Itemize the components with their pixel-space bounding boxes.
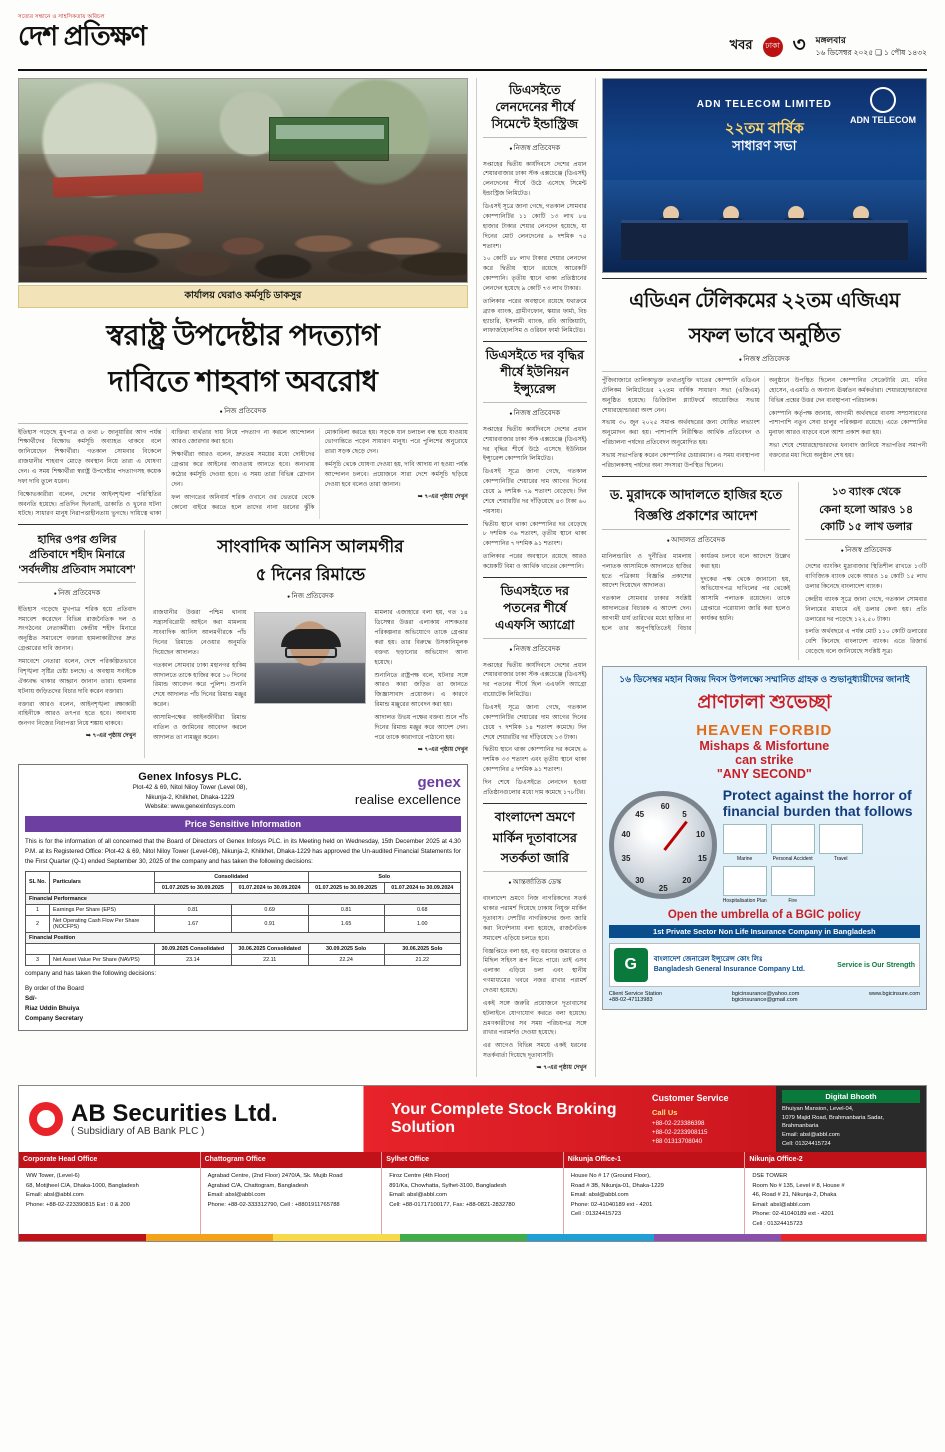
story-headline: ডিএসইতে দর বৃদ্ধির শীর্ষে ইউনিয়ন ইন্স্যুরেন্স [485,348,584,396]
story-dollar-purchase [798,482,927,660]
cell-no: 1 [26,904,50,915]
divider [483,638,587,639]
masthead-tagline: সত্যের সন্ধানে ও সাহসিকতায় অবিচল [18,14,105,20]
divider [602,476,927,477]
story-paragraph: ইতিহাস গড়েছে মুখপাত্র শরিক হয়ে প্রতিবাদ সমাবেশ করেছেন বিভিন্ন রাজনৈতিক দল ও সংগঠনের নেতাকর্মীরা। কেন্দ্রীয় শহীদ মিনারে অনুষ্ঠিত সমাবেশে বক্তারা হামলাকারীদের দ্রুত গ্রেপ্তারের দাবি জানান। [18,605,136,653]
photo-caption: কার্যালয় ঘেরাও কর্মসূচি ডাকসুর [18,285,468,308]
office-line: WW Tower, (Level-6) [26,1173,80,1180]
story-paragraph: দ্বিতীয় স্থানে থাকা কোম্পানির দর কমেছে ৬ দশমিক ৩৩ শতাংশ এবং তৃতীয় স্থানে থাকা কোম্পানির ৫ দশমিক ৯১ শতাংশ। [482,746,587,774]
story-body [18,605,136,742]
bgic-greeting-bn: প্রাণঢালা শুভেচ্ছা [697,691,832,713]
office-sylhet [382,1152,564,1234]
digital-booth-line: Bhuiyan Mansion, Level-04, [782,1106,854,1113]
digital-booth-title: Digital Bhooth [782,1090,920,1103]
clock-number: 5 [682,810,687,820]
story-paragraph: কেন্দ্রীয় ব্যাংক সূত্রে জানা গেছে, গতকাল সোমবার নিলামের মাধ্যমে এই ডলার কেনা হয়। প্রতি ডলারের দর পড়েছে ১২২.৫০ টাকা। [805,595,927,623]
clock-number: 25 [658,884,668,894]
office-line: Agrabad Centre, (2nd Floor) 2470/A, Sk. Mujib Road [207,1173,343,1180]
cell-value: 0.69 [231,904,308,915]
color-strip [19,1234,926,1241]
page-grid [18,78,927,1077]
office-title: Sylhet Office [382,1152,563,1168]
story-paragraph: গতকাল সোমবার ঢাকা মহানগর হাকিম আদালতে তাকে হাজির করে ১০ দিনের রিমান্ড আবেদন করে পুলিশ। শুনানি শেষে আদালত পাঁচ দিনের রিমান্ড মঞ্জুর করেন। [153,661,247,709]
adn-desk [621,220,908,260]
story-body-left [153,608,246,758]
office-line: 46, Road # 21, Nikunja-2, Dhaka [752,1192,837,1199]
ab-brand [19,1096,379,1143]
divider [18,423,468,424]
masthead-title: দেশ প্রতিক্ষণ [18,21,146,51]
genex-logo-text: genex [417,773,461,791]
cell-value: 1.65 [308,915,384,932]
story-headline-line3: কোটি ১৫ লাখ ডলার [820,521,913,534]
column-right [595,78,927,1077]
clock-number: 15 [697,854,707,864]
table-row [26,904,461,915]
call-us-label: Call Us [652,1108,678,1118]
section-label: Financial Performance [26,893,461,904]
story-dse-gainer [483,347,587,572]
story-headline-line2: মার্কিন দূতাবাসের [492,830,577,845]
icon-label: Fire [788,898,797,905]
story-paragraph: গতকাল সোমবার ঢাকার সংশ্লিষ্ট আদালতের বিচারক এ আদেশ দেন। আগামী ধার্য তারিখের মধ্যে হাজির না হলে তার অনুপস্থিতিতেই বিচার কার্যক্রম চলবে বলে আদেশে উল্লেখ করা হয়। [601,552,791,632]
office-email[interactable]: Email: absl@abbl.com [389,1192,447,1199]
office-email[interactable]: Email: absl@abbl.com [752,1201,811,1208]
adn-story-headline-line1: এডিএন টেলিকমের ২২তম এজিএম [629,290,900,312]
signature-line: By order of the Board [25,984,84,992]
office-line: Agrabad C/A, Chattogram, Bangladesh [207,1182,309,1189]
story-body [483,425,587,572]
clock-hand [663,821,688,851]
clock-number: 45 [635,810,645,820]
customer-service-phone[interactable]: +88 01313708040 [652,1138,703,1146]
icon-label: Personal Accident [772,856,813,863]
office-email[interactable]: Email: absl@abbl.com [26,1192,84,1199]
office-title: Corporate Head Office [19,1152,200,1168]
hospital-icon [723,866,767,904]
ab-logo-icon [29,1102,63,1136]
ab-offices [19,1152,926,1234]
genex-website[interactable]: Website: www.genexinfosys.com [144,802,235,810]
story-paragraph: বিজ্ঞপ্তিতে বলা হয়, বড় ধরনের জমায়েত ও মিছিল সহিংস রূপ নিতে পারে। তাই এসব এলাকা এড়িয়ে চলা এবং স্থানীয় গণমাধ্যমের খবরে নজর রাখার পরামর্শ দেওয়া হয়েছে। [482,947,587,995]
ab-customer-service [646,1088,776,1151]
story-byline: ● আদালত প্রতিবেদক [602,534,791,546]
section-label: Financial Position [26,932,461,943]
story-dse-turnover [483,82,587,336]
divider [18,582,136,583]
adn-logo-text: ADN TELECOM [849,115,916,125]
bgic-logo-mark: G [614,948,648,982]
story-paragraph: তালিকার পরের অবস্থানে রয়েছে যথাক্রমে ব্র্যাক ব্যাংক, গ্রামীণফোন, স্কয়ার ফার্মা, বিচ হ্যাচারি, ইসলামী ব্যাংক, রবি আজিয়াটা, লাফার্জহোলসিম ও ওরিয়ন ফার্মা লিমিটেড। [482,297,587,335]
office-phone[interactable]: Phone: +88-02-223390815 Ext : 0 & 200 [26,1201,130,1208]
adn-story-byline: ● নিজস্ব প্রতিবেদক [602,353,927,365]
story-body [483,661,587,798]
signature-line: Sd/- [25,994,37,1002]
bgic-email[interactable]: bgicinsurance@yahoo.com [731,991,800,998]
clock-number: 60 [660,802,670,812]
bgic-icon-row [723,866,920,904]
masthead [18,14,927,71]
clock-number: 20 [682,876,692,886]
story-byline: ● নিজস্ব প্রতিবেদক [483,643,587,655]
story-paragraph: দুদকের পক্ষ থেকে জানানো হয়, অভিযোগপত্র দাখিলের পর থেকেই আসামি পলাতক রয়েছেন। তাকে গ্রেপ্তারে পরোয়ানা জারি করা হলেও কার্যকর হয়নি। [700,575,791,622]
clock-number: 35 [621,854,631,864]
story-headline-line3: সতর্কতা জারি [500,851,569,866]
lead-headline-line2: দাবিতে শাহবাগ অবরোধ [108,366,378,399]
page-number: ৩ [792,34,806,56]
bgic-heaven-forbid: HEAVEN FORBID [696,721,833,739]
story-paragraph: সপ্তাহের দ্বিতীয় কার্যদিবসে দেশের প্রধান শেয়ারবাজার ঢাকা স্টক এক্সচেঞ্জে (ডিএসই) দর পতনের শীর্ষে ছিল এএফসি অ্যাগ্রো বায়োটেক লিমিটেড। [482,661,587,699]
col-solo: Solo [308,871,460,882]
bgic-company-bn: বাংলাদেশ জেনারেল ইন্স্যুরেন্স কোং লিঃ [653,955,763,963]
travel-icon [819,824,863,862]
col-period: 30.09.2025 Solo [308,943,384,954]
office-phone[interactable]: Phone: 02-41040189 ext - 4201 [752,1211,834,1218]
divider [483,577,587,578]
bgic-icon-row [723,824,920,862]
office-nikunja-1 [564,1152,746,1234]
genex-signature [25,984,461,1024]
story-shahid-minar [18,530,136,758]
office-nikunja-2 [745,1152,926,1234]
lead-paragraph: ফল আগতের অনিবার্য শরিক ওখানে ওর ভেতরে থেকে কোনো বাইরে করতে হলে তাদের নানা ধরনের ঝুঁকি মোকাবিলা করতে হয়। সড়কে যান চলাচল বন্ধ হয়ে যাওয়ায় ভোগান্তিতে পড়েন সাধারণ মানুষ। পরে পুলিশের অনুরোধে তারা সড়ক ছেড়ে দেন। [171,428,468,511]
story-paragraph: সপ্তাহের দ্বিতীয় কার্যদিবসে দেশের প্রধান শেয়ারবাজার ঢাকা স্টক এক্সচেঞ্জে (ডিএসই) দর বৃদ্ধির শীর্ষে উঠে এসেছে ইউনিয়ন ইন্স্যুরেন্স কোম্পানি লিমিটেড। [482,425,587,463]
story-continue[interactable]: ➥ ৭-এর পৃষ্ঠায় দেখুন [85,733,136,740]
office-title: Nikunja Office-1 [564,1152,745,1168]
office-line: House No # 17 (Ground Floor), [570,1173,651,1180]
column-left [18,78,468,1077]
cell-no: 2 [26,915,50,932]
office-line: 68, Motijheel C/A, Dhaka-1000, Bangladesh [26,1182,139,1189]
financial-table [25,871,461,966]
bgic-line3: "ANY SECOND" [716,766,812,781]
divider [483,341,587,342]
price-sensitive-information-body: This is for the information of all concerned that the Board of Directors of Genex Infosys PLC. in its Meeting held on Wednesday, 15th December 2025 at 4.30 P.M. at its Registered Office: Plot-42 & 69, Nitol Niloy Tower (Level-08), Nikunja-2, Khilkhet, Dhaka-1229 has approved the Un-audited Financial Statements for the First Quarter (Q-1) ended September 30, 2025 of the company and has taken the following decisions: [25,838,461,866]
office-line: Room No # 135, Level # 8, House # [752,1182,845,1189]
divider [602,371,927,372]
portrait-hair [281,629,341,647]
office-phone[interactable]: Cell: +88-01717100177, Fax: +88-0821-2832780 [389,1201,515,1208]
office-line: DSE TOWER [752,1173,788,1180]
story-headline-line2: ৫ দিনের রিমান্ডে [255,565,366,585]
cell-value: 1.00 [384,915,460,932]
genex-address-line: Nikunja-2, Khilkhet, Dhaka-1229 [145,793,235,801]
signature-name: Riaz Uddin Bhuiya [25,1004,80,1012]
lead-paragraph: বিক্ষোভকারীরা বলেন, দেশের আইনশৃঙ্খলা পরিস্থিতির অবনতি হয়েছে। প্রতিদিন ছিনতাই, ডাকাতি ও খুনের ঘটনা ঘটছে। সাধারণ মানুষ নিরাপত্তাহীনতায় ভুগছে। দায়িত্বে থাকা ব্যক্তিরা ব্যর্থতার দায় নিয়ে পদত্যাগ না করলে আন্দোলন আরও জোরদার করা হবে। [18,428,315,518]
ab-securities-advertisement [18,1085,927,1243]
story-body [602,552,791,634]
lead-headline-line1: স্বরাষ্ট্র উপদেষ্টার পদত্যাগ [106,320,380,352]
story-paragraph: দ্বিতীয় স্থানে থাকা কোম্পানির দর বেড়েছে ৮ দশমিক ৩৬ শতাংশ, তৃতীয় স্থানে থাকা কোম্পানির ৭ দশমিক ৯১ শতাংশ। [482,520,587,548]
story-court-notice [602,482,791,660]
lead-paragraph: ইতিহাস গড়েছে মুখপাত্র ও তথা ৮ জানুয়ারির আগ পর্যন্ত শিক্ষার্থীদের বিক্ষোভ কর্মসূচি অব্যাহত থাকবে বলে জানিয়েছেন শিক্ষার্থীরা। গতকাল সোমবার বিকেলে রাজধানীর শাহবাগ মোড়ে অবস্থান নিয়ে তারা এ ঘোষণা দেন। এ সময় শিক্ষার্থীরা স্বরাষ্ট্র উপদেষ্টার পদত্যাগসহ কয়েক দফা দাবি তুলে ধরেন। [18,428,162,485]
office-corporate-head [19,1152,201,1234]
digital-booth-line: 1079 Majid Road, Brahmanbaria Sadar, [782,1114,884,1121]
table-section-row [26,893,461,904]
story-paragraph: এর আগেও বিভিন্ন সময়ে একই ধরনের সতর্কবার্তা দিয়েছে দূতাবাসটি। [482,1042,587,1060]
col-period: 01.07.2024 to 30.09.2024 [231,882,308,893]
table-subheader-row [26,943,461,954]
cell-no: 3 [26,954,50,965]
ab-company-name: AB Securities Ltd. [71,1099,278,1127]
clock-number: 10 [696,830,705,840]
story-paragraph: দেশের ব্যাংকিং মুদ্রাবাজার স্থিতিশীল রাখতে ১৩টি বাণিজ্যিক ব্যাংক থেকে আরও ১৪ কোটি ১৫ লাখ ডলার কিনেছে বাংলাদেশ ব্যাংক। [805,563,927,590]
cell-value: 22.11 [231,954,308,965]
genex-company-name: Genex Infosys PLC. [138,771,242,784]
story-dse-loser [483,583,587,798]
story-paragraph: ডিএসই সূত্রে জানা গেছে, গতকাল কোম্পানিটির শেয়ারের দাম আগের দিনের চেয়ে ৯ দশমিক ৭৯ শতাংশ বেড়েছে। দিন শেষে শেয়ারটির দর দাঁড়িয়েছে ৪৩ টাকা ৬০ পয়সায়। [482,468,587,515]
cell-particular: Earnings Per Share (EPS) [50,904,155,915]
masthead-left [18,14,348,50]
table-row [26,954,461,965]
divider [483,803,587,804]
story-body [483,894,587,1073]
bgic-contact-row [609,991,920,1003]
icon-label: Marine [737,856,753,863]
story-byline: ● নিজস্ব প্রতিবেদক [805,544,927,556]
bgic-umbrella-line: Open the umbrella of a BGIC policy [667,909,861,922]
cell-value: 23.14 [155,954,232,965]
bgic-service-slogan: Service is Our Strength [837,961,915,969]
story-headline-line2: কেনা হলো আরও ১৪ [819,503,914,516]
bgic-tagline: 1st Private Sector Non Life Insurance Company in Bangladesh [609,925,920,938]
story-headline: হাদির ওপর গুলির প্রতিবাদে শহীদ মিনারে ‘সর্বদলীয় প্রতিবাদ সমাবেশ’ [18,534,136,576]
story-headline: ডিএসইতে দর পতনের শীর্ষে এএফসি অ্যাগ্রো [495,583,575,632]
adn-telecom-advertisement [602,78,927,273]
office-phone[interactable]: Phone: +88-02-333312790, Cell : +8801911765788 [207,1201,340,1208]
bgic-line1: Mishaps & Misfortune [699,738,830,753]
masthead-day: মঙ্গলবার [815,35,846,45]
story-portrait-col [254,608,366,758]
story-headline-line1: বাংলাদেশ ভ্রমণে [494,809,575,824]
divider [483,402,587,403]
story-paragraph: বাংলাদেশ ভ্রমণে নিজ নাগরিকদের সতর্ক থাকার পরামর্শ দিয়েছে ঢাকায় নিযুক্ত মার্কিন দূতাবাস। দেশটির নাগরিকদের জন্য জারি করা নির্দেশনায় বলা হয়েছে, রাজনৈতিক সমাবেশ এড়িয়ে চলতে হবে। [482,895,587,942]
story-anis-alamgir [144,530,468,758]
lead-continue[interactable]: ➥ ৭-এর পৃষ্ঠায় দেখুন [417,493,468,500]
story-paragraph: সভায় সভাপতিত্ব করেন কোম্পানির চেয়ারম্যান। এ সময় ব্যবস্থাপনা পরিচালকসহ পর্ষদের অন্য সদস্যরা উপস্থিত ছিলেন। [601,452,760,469]
bgic-email[interactable]: bgicinsurance@gmail.com [731,997,798,1004]
icon-label: Hospitalisation Plan [722,898,767,905]
digital-booth-email[interactable]: Email: absl@abbl.com [782,1132,840,1139]
story-paragraph: একই সঙ্গে জরুরি প্রয়োজনে দূতাবাসের হটলাইনে যোগাযোগ করতে বলা হয়েছে। ভ্রমণকারীদের সব সময় পরিচয়পত্র সঙ্গে রাখার পরামর্শও দেওয়া হয়েছে। [482,999,587,1037]
ab-digital-booth [776,1086,926,1153]
story-paragraph: তালিকার পরের অবস্থানে রয়েছে আরও কয়েকটি বিমা ও আর্থিক খাতের কোম্পানি। [482,553,587,571]
digital-booth-cell[interactable]: Cell: 01324415724 [782,1140,831,1147]
cell-value: 0.91 [231,915,308,932]
story-body [805,562,927,657]
price-sensitive-information-title: Price Sensitive Information [25,816,461,832]
bgic-advertisement [602,666,927,1010]
story-paragraph: সভায় ৩০ জুন ২০২৫ সমাপ্ত অর্থবছরের জন্য ঘোষিত লভ্যাংশ অনুমোদন করা হয়। পাশাপাশি নিরীক্ষিত আর্থিক প্রতিবেদন ও পরিচালনা পর্ষদের প্রতিবেদন অনুমোদিত হয়। [601,419,760,447]
col-period: 01.07.2025 to 30.09.2025 [155,882,232,893]
masthead-section: খবর [729,37,753,52]
office-email[interactable]: Email: absl@abbl.com [207,1192,266,1199]
story-headline-line2: বিজ্ঞপ্তি প্রকাশের আদেশ [634,508,758,524]
genex-header [25,771,461,811]
story-paragraph: দিন শেষে ডিএসইতে লেনদেন হওয়া প্রতিষ্ঠানগুলোর মধ্যে দাম কমেছে ১৭৮টির। [482,778,587,796]
lead-byline: ● নিজ প্রতিবেদক [18,405,468,417]
cell-value: 0.68 [384,904,460,915]
office-line: Road # 3B, Nikunja-01, Dhaka-1229 [570,1182,664,1189]
story-paragraph: সভা শেষে শেয়ারহোল্ডারদের ধন্যবাদ জানিয়ে সভাপতির সমাপনী বক্তব্যের মধ্য দিয়ে অনুষ্ঠান শেষ হয়। [768,442,927,460]
office-line: Firoz Centre (4th Floor) [389,1173,450,1180]
cell-value: 21.22 [384,954,460,965]
bgic-greeting-line: ১৬ ডিসেম্বর মহান বিজয় দিবস উপলক্ষ্যে সম্মানিত গ্রাহক ও শুভানুধ্যায়ীদের জানাই [619,674,910,684]
cell-value: 0.81 [155,904,232,915]
ab-subsidiary-note: ( Subsidiary of AB Bank PLC ) [71,1125,205,1137]
left-lower-stories [18,530,468,758]
avatar [254,612,366,704]
story-paragraph: চলতি অর্থবছরে এ পর্যন্ত মোট ১১০ কোটি ডলারের বেশি কিনেছে বাংলাদেশ ব্যাংক। এতে রিজার্ভ বেড়েছে বলে জানিয়েছে সংশ্লিষ্ট সূত্র। [805,628,927,656]
divider [483,137,587,138]
col-period: 30.09.2025 Consolidated [155,943,232,954]
lead-body [18,428,468,520]
story-us-embassy [483,809,587,1074]
col-consolidated: Consolidated [155,871,309,882]
clock-number: 40 [621,830,631,840]
story-byline: ● নিজস্ব প্রতিবেদক [483,407,587,419]
cell-value: 1.67 [155,915,232,932]
story-body [483,160,587,337]
photo-crowd [19,154,467,282]
cell-particular: Net Asset Value Per Share (NAVPS) [50,954,155,965]
customer-service-title: Customer Service [652,1092,729,1103]
office-cell[interactable]: Cell : 01324415723 [570,1211,622,1218]
cell-value: 0.81 [308,904,384,915]
column-middle [476,78,587,1077]
office-cell[interactable]: Cell : 01324415723 [752,1220,803,1227]
bgic-phone[interactable]: +88-02-47113983 [608,997,653,1004]
office-email[interactable]: Email: absl@abbl.com [570,1192,629,1199]
story-byline: ● নিজ প্রতিবেদক [18,587,136,599]
adn-ad-line3: সাধারণ সভা [732,138,797,153]
marine-icon [723,824,767,862]
story-headline-line1: সাংবাদিক আনিস আলমগীর [217,537,404,557]
story-paragraph: ১০ কোটি ৪৮ লাখ টাকার শেয়ার লেনদেন করে দ্বিতীয় স্থানে রয়েছে আরেকটি কোম্পানি। তৃতীয় স্থানে থাকা প্রতিষ্ঠানের লেনদেন হয়েছে ৯ কোটি ৭৩ লাখ টাকার। [482,255,587,292]
cell-value: 22.24 [308,954,384,965]
office-title: Chattogram Office [201,1152,382,1168]
story-paragraph: ডিএসই সূত্রে জানা গেছে, গতকাল সোমবার কোম্পানিটির ১১ কোটি ১৩ লাখ ৮৪ হাজার টাকার শেয়ার লেনদেন হয়েছে, যা দিনের মোট লেনদেনের ৬ দশমিক ৭৫ শতাংশ। [482,203,587,250]
story-paragraph: রাজধানীর উত্তরা পশ্চিম থানায় সন্ত্রাসবিরোধী আইনে করা মামলায় সাংবাদিক আনিস আলমগীরকে পাঁচ দিনের রিমান্ডে নেওয়ার অনুমতি দিয়েছেন আদালত। [153,609,247,656]
genex-closing-text: company and has taken the following decisions: [25,969,157,977]
clock-number: 30 [635,876,645,886]
bgic-line2: can strike [735,752,794,767]
table-header-row [26,871,461,882]
story-byline: ● নিজ প্রতিবেদক [153,590,468,602]
story-paragraph: সপ্তাহের দ্বিতীয় কার্যদিবসে দেশের প্রধান শেয়ারবাজার ঢাকা স্টক এক্সচেঞ্জে (ডিএসই) লেনদেনের শীর্ষে উঠে এসেছে সিমেন্ট ইন্ডাস্ট্রিজ লিমিটেড। [482,160,587,198]
col-sl-no: SL No. [26,871,50,893]
story-body-right [374,608,467,758]
story-headline: ডিএসইতে লেনদেনের শীর্ষে সিমেন্টে ইন্ডাস্ট্রিজ [491,83,579,131]
genex-logo [355,774,461,809]
story-paragraph: পুঁজিবাজারে তালিকাভুক্ত তথ্যপ্রযুক্তি খাতের কোম্পানি এডিএন টেলিকম লিমিটেডের ২২তম বার্ষিক সাধারণ সভা (এজিএম) অনুষ্ঠিত হয়েছে। ডিজিটাল প্ল্যাটফর্মে আয়োজিত সভায় শেয়ারহোল্ডাররা অংশ নেন। [601,377,760,414]
story-byline: ● নিজস্ব প্রতিবেদক [483,142,587,154]
bgic-footer [609,943,920,987]
story-continue[interactable]: ➥ ৭-এর পৃষ্ঠায় দেখুন [417,746,468,753]
story-byline: ● আন্তর্জাতিক ডেস্ক [483,876,587,888]
col-period: 30.06.2025 Solo [384,943,460,954]
accident-icon [771,824,815,862]
col-period: 01.07.2025 to 30.09.2025 [308,882,384,893]
digital-booth-line: Brahmanbaria [782,1123,819,1130]
bgic-website[interactable]: www.bgicinsure.com [868,991,920,998]
story-continue[interactable]: ➥ ৭-এর পৃষ্ঠায় দেখুন [536,1065,587,1072]
bgic-middle [609,787,920,905]
cell-particular: Net Operating Cash Flow Per Share (NOCFPS) [50,915,155,932]
bgic-protect-text: Protect against the horror of financial burden that follows [722,786,913,820]
bgic-client-service-label: Client Service Station [608,991,663,998]
story-paragraph: কোম্পানি কর্তৃপক্ষ জানায়, আগামী অর্থবছরে ব্যবসা সম্প্রসারণের পাশাপাশি নতুন সেবা চালুর পরিকল্পনা রয়েছে। এতে কোম্পানির মুনাফা আরও বাড়বে বলে আশা প্রকাশ করা হয়। [768,409,927,437]
story-paragraph: আসামিপক্ষের আইনজীবীরা রিমান্ড বাতিল ও জামিনের আবেদন করলে আদালত তা নামঞ্জুর করেন। [153,714,247,741]
customer-service-phone[interactable]: +88-02-2233908115 [652,1128,708,1136]
divider [483,871,587,872]
adn-ad-line1: ADN TELECOM LIMITED [696,99,832,110]
story-paragraph: সমাবেশে নেতারা বলেন, দেশে পরিকল্পিতভাবে বিশৃঙ্খলা সৃষ্টির চেষ্টা চলছে। এ অবস্থায় সবাইকে ঐক্যবদ্ধ থাকার আহ্বান জানান তারা। হামলার ঘটনায় জড়িতদের বিচার দাবি করেন বক্তারা। [18,658,136,695]
story-paragraph: বক্তারা আরও বলেন, আইনশৃঙ্খলা রক্ষাকারী বাহিনীকে আরও তৎপর হতে হবে। অন্যথায় জনগণ নিজের নিরাপত্তা নিয়ে শঙ্কায় থাকবে। [18,700,136,728]
divider [602,529,791,530]
story-paragraph: অনুষ্ঠানে উপস্থিত ছিলেন কোম্পানির সেক্রেটারি মো. মনির হোসেন, এএমডি ও অন্যান্য ঊর্ধ্বতন কর্মকর্তারা। শেয়ারহোল্ডারদের বিভিন্ন প্রশ্নের উত্তর দেন ব্যবস্থাপনা পরিচালক। [768,377,927,404]
col-period: 30.06.2025 Consolidated [231,943,308,954]
genex-address-line: Plot-42 & 69, Nitol Niloy Tower (Level 08), [132,784,248,792]
story-paragraph: ডিএসই সূত্রে জানা গেছে, গতকাল কোম্পানিটির শেয়ারের দাম আগের দিনের চেয়ে ৭ দশমিক ১৪ শতাংশ কমেছে। দিন শেষে শেয়ারটির দর দাঁড়িয়েছে ১৩ টাকা। [482,703,587,741]
portrait-glasses [285,647,337,658]
table-section-row [26,932,461,943]
story-headline-line1: ড. মুরাদকে আদালতে হাজির হতে [609,486,783,502]
customer-service-phone[interactable]: +88-02-223386398 [652,1119,705,1127]
story-paragraph: আদালত উভয় পক্ষের বক্তব্য শুনে পাঁচ দিনের রিমান্ড মঞ্জুর করে আদেশ দেন। পরে তাকে কারাগারে পাঠানো হয়। [374,714,468,741]
adn-ad-line2: ২২তম বার্ষিক [724,120,804,137]
signature-role: Company Secretary [25,1014,84,1022]
icon-label: Travel [833,856,848,863]
masthead-badge: ঢাকা [763,37,783,57]
lead-photo [18,78,468,283]
fire-icon [771,866,815,904]
col-particulars: Particulars [50,871,155,893]
genex-advertisement [18,764,468,1030]
story-headline-line1: ১৩ ব্যাংক থেকে [831,485,901,498]
story-paragraph: মানিলন্ডারিং ও দুর্নীতির মামলায় পলাতক আসামিকে আদালতে হাজির হতে পত্রিকায় বিজ্ঞপ্তি প্রকাশের আদেশ দিয়েছেন আদালত। [601,552,692,590]
story-paragraph: মামলার এজাহারে বলা হয়, গত ১৪ ডিসেম্বর উত্তরা এলাকায় নাশকতার পরিকল্পনার অভিযোগে তাকে গ্রেপ্তার করা হয়। তার বিরুদ্ধে উসকানিমূলক বক্তব্য ছড়ানোর অভিযোগ আনা হয়েছে। [374,609,468,666]
office-chattogram [201,1152,383,1234]
divider [602,278,927,279]
table-row [26,915,461,932]
office-line: 891/Ka, Chowhatta, Sylhet-3100, Bangladesh [389,1182,507,1189]
adn-story-body [602,376,927,471]
col-period: 01.07.2024 to 30.09.2024 [384,882,460,893]
spacer-cell [26,943,155,954]
divider [18,524,468,525]
right-lower-stories [602,482,927,660]
lead-paragraph: কর্মসূচি থেকে ঘোষণা দেওয়া হয়, দাবি আদায় না হওয়া পর্যন্ত আন্দোলন চলবে। প্রয়োজনে সারা দেশে কর্মসূচি ছড়িয়ে দেওয়া হবে বলেও তারা জানান। [324,461,468,488]
genex-logo-tagline: realise excellence [354,791,461,807]
masthead-right [730,14,927,63]
ab-ad-top [19,1086,926,1153]
adn-story-headline-line2: সফল ভাবে অনুষ্ঠিত [688,325,840,347]
bgic-company-en: Bangladesh General Insurance Company Ltd. [653,966,806,974]
lead-paragraph: শিক্ষার্থীরা আরও বলেন, দ্রুততম সময়ের মধ্যে দোষীদের গ্রেপ্তার করে আইনের আওতায় আনতে হবে। অন্যথায় কঠোর কর্মসূচি দেওয়া হবে। এ সময় তারা বিভিন্ন স্লোগান দেন। [171,451,315,488]
office-phone[interactable]: Phone: 02-41040189 ext - 4201 [570,1201,653,1208]
masthead-date: ১৬ ডিসেম্বর ২০২৫ ❑ ১ পৌষ ১৪৩২ [815,48,927,57]
ab-slogan: Your Complete Stock Broking Solution [391,1101,617,1137]
divider [805,539,927,540]
story-paragraph: শুনানিতে রাষ্ট্রপক্ষ বলে, ঘটনার সঙ্গে আরও কারা জড়িত তা জানতে জিজ্ঞাসাবাদ প্রয়োজন। এ কারণে রিমান্ড মঞ্জুরের আবেদন করা হয়। [374,671,468,709]
stopwatch-icon [609,791,717,899]
office-title: Nikunja Office-2 [745,1152,926,1168]
